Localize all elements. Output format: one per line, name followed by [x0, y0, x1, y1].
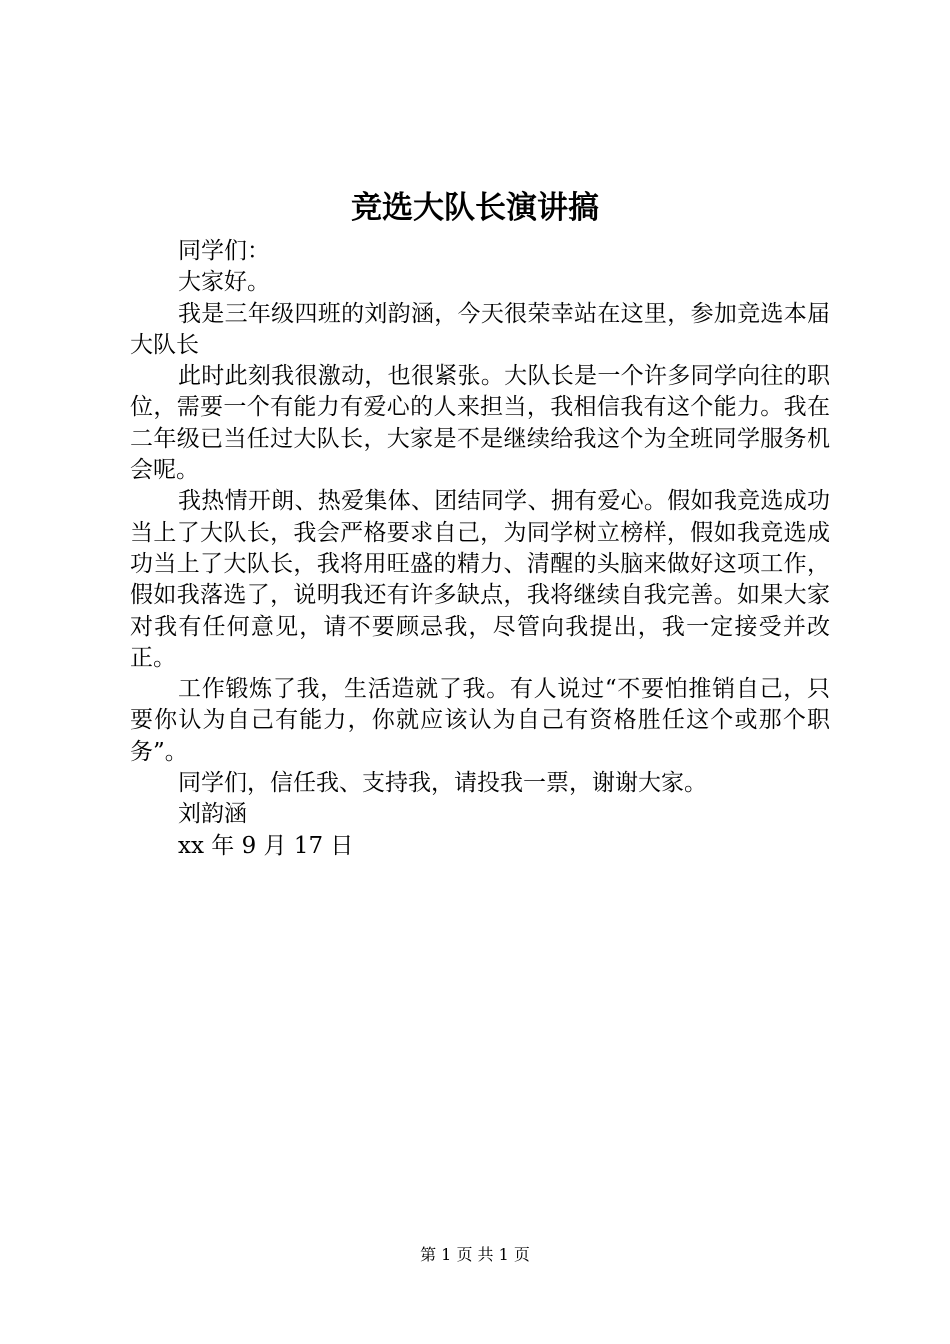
paragraph-hello: 大家好。	[178, 269, 270, 296]
paragraph-feelings: 此时此刻我很激动，也很紧张。大队长是一个许多同学向往的职位，需要一个有能力有爱心的人来担当，我相信我有这个能力。我在二年级已当任过大队长，大家是不是继续给我这个为全班同学服务机会呢。	[130, 363, 830, 484]
paragraph-qualities: 我热情开朗、热爱集体、团结同学、拥有爱心。假如我竞选成功当上了大队长，我会严格要求自己，为同学树立榜样，假如我竞选成功当上了大队长，我将用旺盛的精力、清醒的头脑来做好这项工作，假如我落选了，说明我还有许多缺点，我将继续自我完善。如果大家对我有任何意见，请不要顾忌我，尽管向我提出，我一定接受并改正。	[130, 488, 830, 671]
paragraph-closing: 同学们，信任我、支持我，请投我一票，谢谢大家。	[178, 770, 707, 797]
paragraph-introduction: 我是三年级四班的刘韵涵，今天很荣幸站在这里，参加竞选本届大队长	[130, 300, 830, 358]
document-body	[130, 236, 830, 862]
signature-name: 刘韵涵	[178, 801, 247, 828]
document-title: 竞选大队长演讲搞	[351, 190, 599, 226]
paragraph-quote: 工作锻炼了我，生活造就了我。有人说过“不要怕推销自己，只要你认为自己有能力，你就应该认为自己有资格胜任这个或那个职务”。	[130, 676, 830, 765]
signature-date: xx 年 9 月 17 日	[178, 832, 354, 859]
paragraph-greeting: 同学们：	[178, 238, 270, 264]
page-footer: 第 1 页 共 1 页	[420, 1245, 530, 1264]
